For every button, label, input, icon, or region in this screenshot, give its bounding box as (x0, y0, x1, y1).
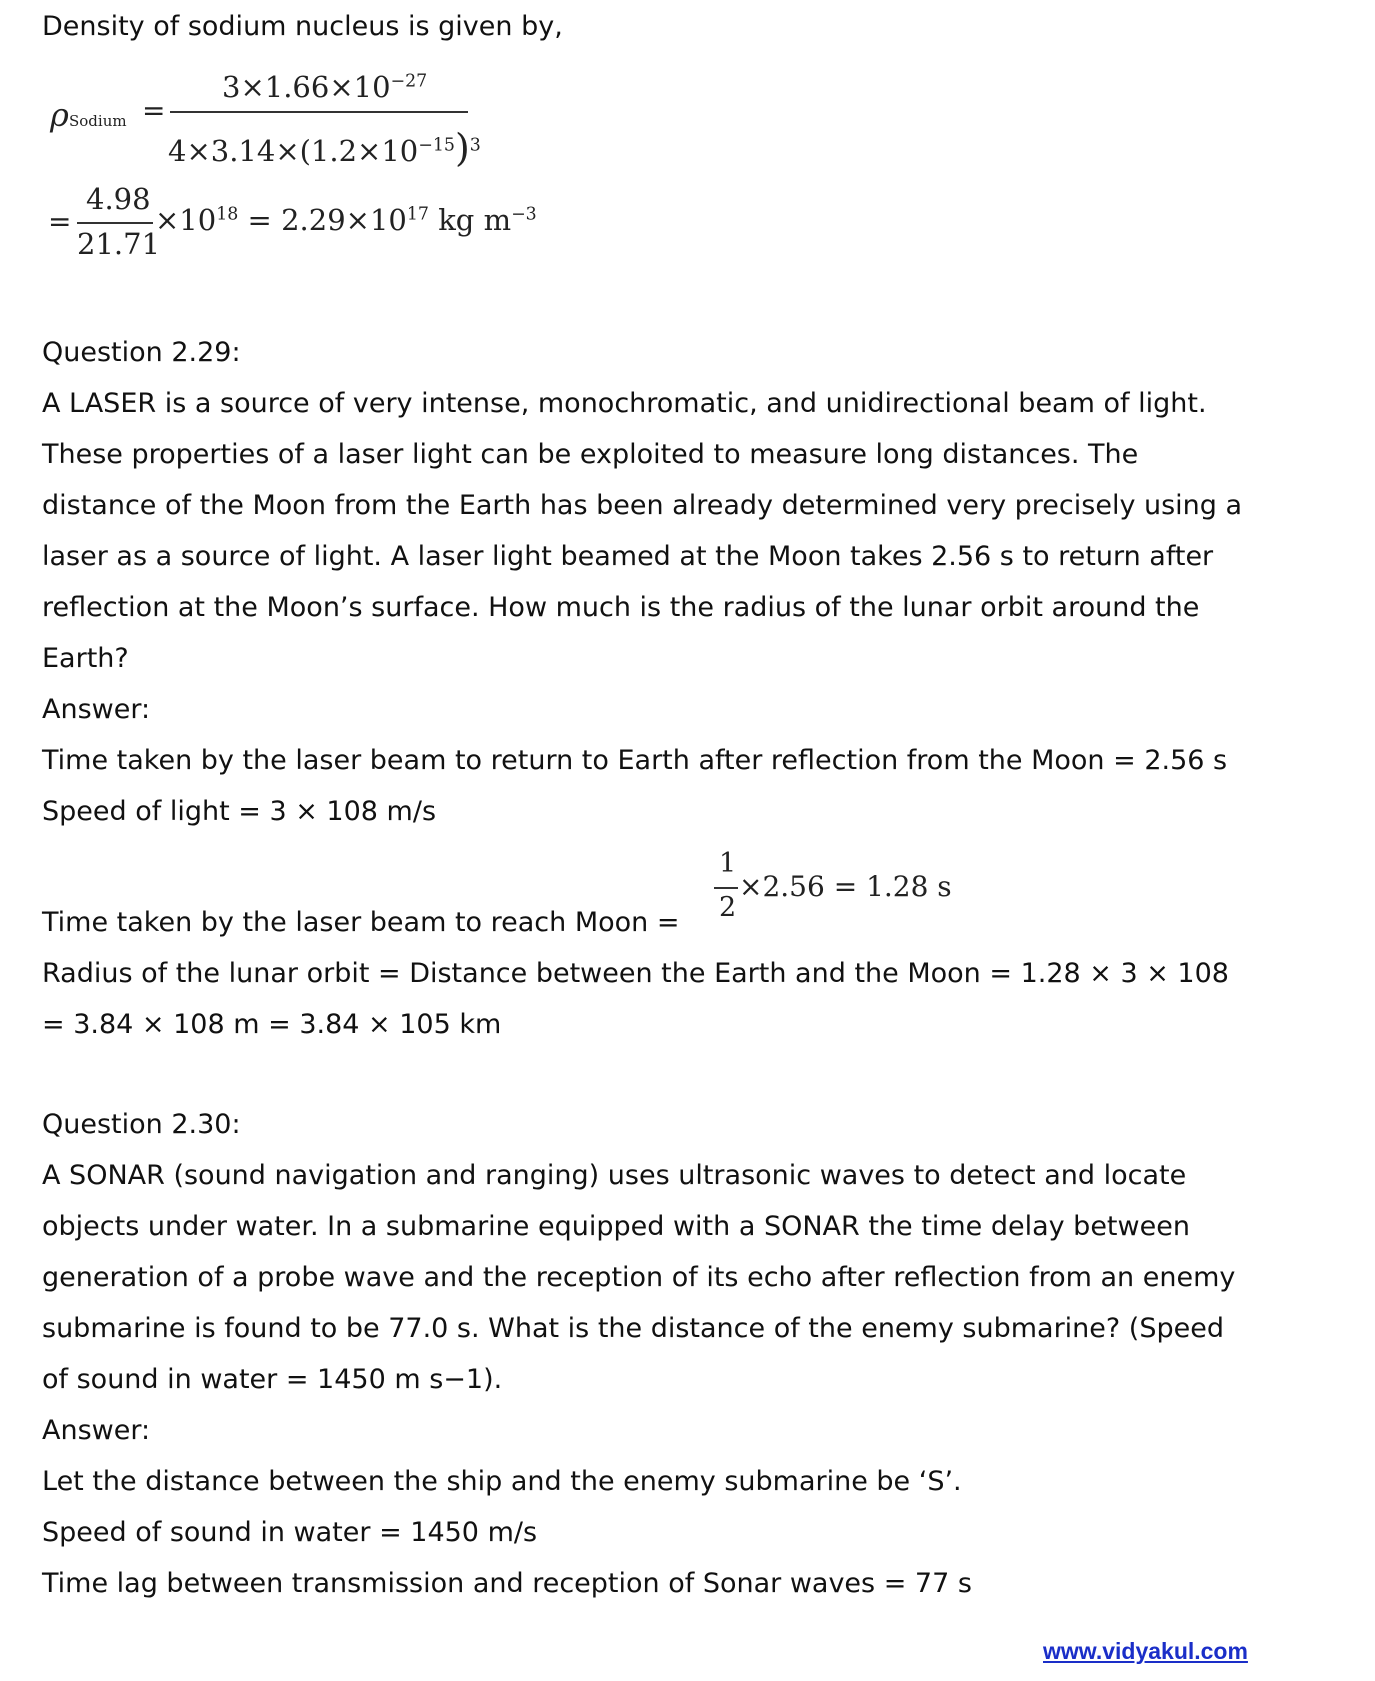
q30-line: submarine is found to be 77.0 s. What is the distance of the enemy submarine? (Speed (42, 1313, 1224, 1344)
q29-reach-line: Time taken by the laser beam to reach Moon = (42, 907, 680, 938)
equals-sign: = (48, 205, 72, 238)
q30-answer-line: Speed of sound in water = 1450 m/s (42, 1517, 538, 1548)
rho-subscript: Sodium (69, 112, 127, 130)
q29-result-line: = 3.84 × 108 m = 3.84 × 105 km (42, 1009, 502, 1040)
rho-symbol: ρ (50, 96, 69, 134)
formula1-numerator: $3\times 1.66\times 10^{-27}$ (222, 70, 428, 104)
formula2-fraction-bar (77, 222, 153, 224)
half-numerator: 1 (719, 848, 737, 879)
q30-answer-label: Answer: (42, 1415, 151, 1446)
half-result: ×2.56 = 1.28 s (739, 870, 952, 903)
q30-answer-line: Time lag between transmission and reception of Sonar waves = 77 s (42, 1568, 972, 1599)
formula1-denominator: $4\times 3.14\times(1.2\times 10^{-15})^3$ (168, 126, 481, 170)
q30-line: of sound in water = 1450 m s−1). (42, 1364, 503, 1395)
q29-heading: Question 2.29: (42, 337, 241, 368)
q29-line: distance of the Moon from the Earth has been already determined very precisely using a (42, 490, 1243, 521)
q29-line: Earth? (42, 643, 129, 674)
q29-answer-label: Answer: (42, 694, 151, 725)
vidyakul-link[interactable]: www.vidyakul.com (1043, 1638, 1248, 1664)
q29-line: A LASER is a source of very intense, monochromatic, and unidirectional beam of light. (42, 388, 1207, 419)
q29-time-line: Time taken by the laser beam to return to Earth after reflection from the Moon = 2.56 s (42, 745, 1228, 776)
half-fraction-bar (714, 887, 738, 889)
q29-speed-line: Speed of light = 3 × 108 m/s (42, 796, 437, 827)
formula2-result: $\times 10^{18} = 2.29\times 10^{17}$ kg $m^{-3}$ (155, 203, 537, 237)
q30-line: generation of a probe wave and the reception of its echo after reflection from an enemy (42, 1262, 1236, 1293)
q29-line: These properties of a laser light can be exploited to measure long distances. The (42, 439, 1139, 470)
q30-heading: Question 2.30: (42, 1109, 241, 1140)
q29-line: laser as a source of light. A laser light beamed at the Moon takes 2.56 s to return after (42, 541, 1214, 572)
q30-answer-line: Let the distance between the ship and the enemy submarine be ‘S’. (42, 1466, 962, 1497)
formula2-numerator: 4.98 (86, 182, 151, 216)
formula2-denominator: 21.71 (77, 227, 161, 261)
q29-line: reflection at the Moon’s surface. How much is the radius of the lunar orbit around the (42, 592, 1200, 623)
q30-line: A SONAR (sound navigation and ranging) uses ultrasonic waves to detect and locate (42, 1160, 1187, 1191)
q30-line: objects under water. In a submarine equipped with a SONAR the time delay between (42, 1211, 1190, 1242)
equals-sign: = (142, 94, 166, 127)
half-denominator: 2 (719, 892, 737, 923)
formula1-fraction-bar (170, 111, 468, 113)
q29-radius-line: Radius of the lunar orbit = Distance between the Earth and the Moon = 1.28 × 3 × 108 (42, 958, 1229, 989)
intro-text: Density of sodium nucleus is given by, (42, 11, 563, 42)
